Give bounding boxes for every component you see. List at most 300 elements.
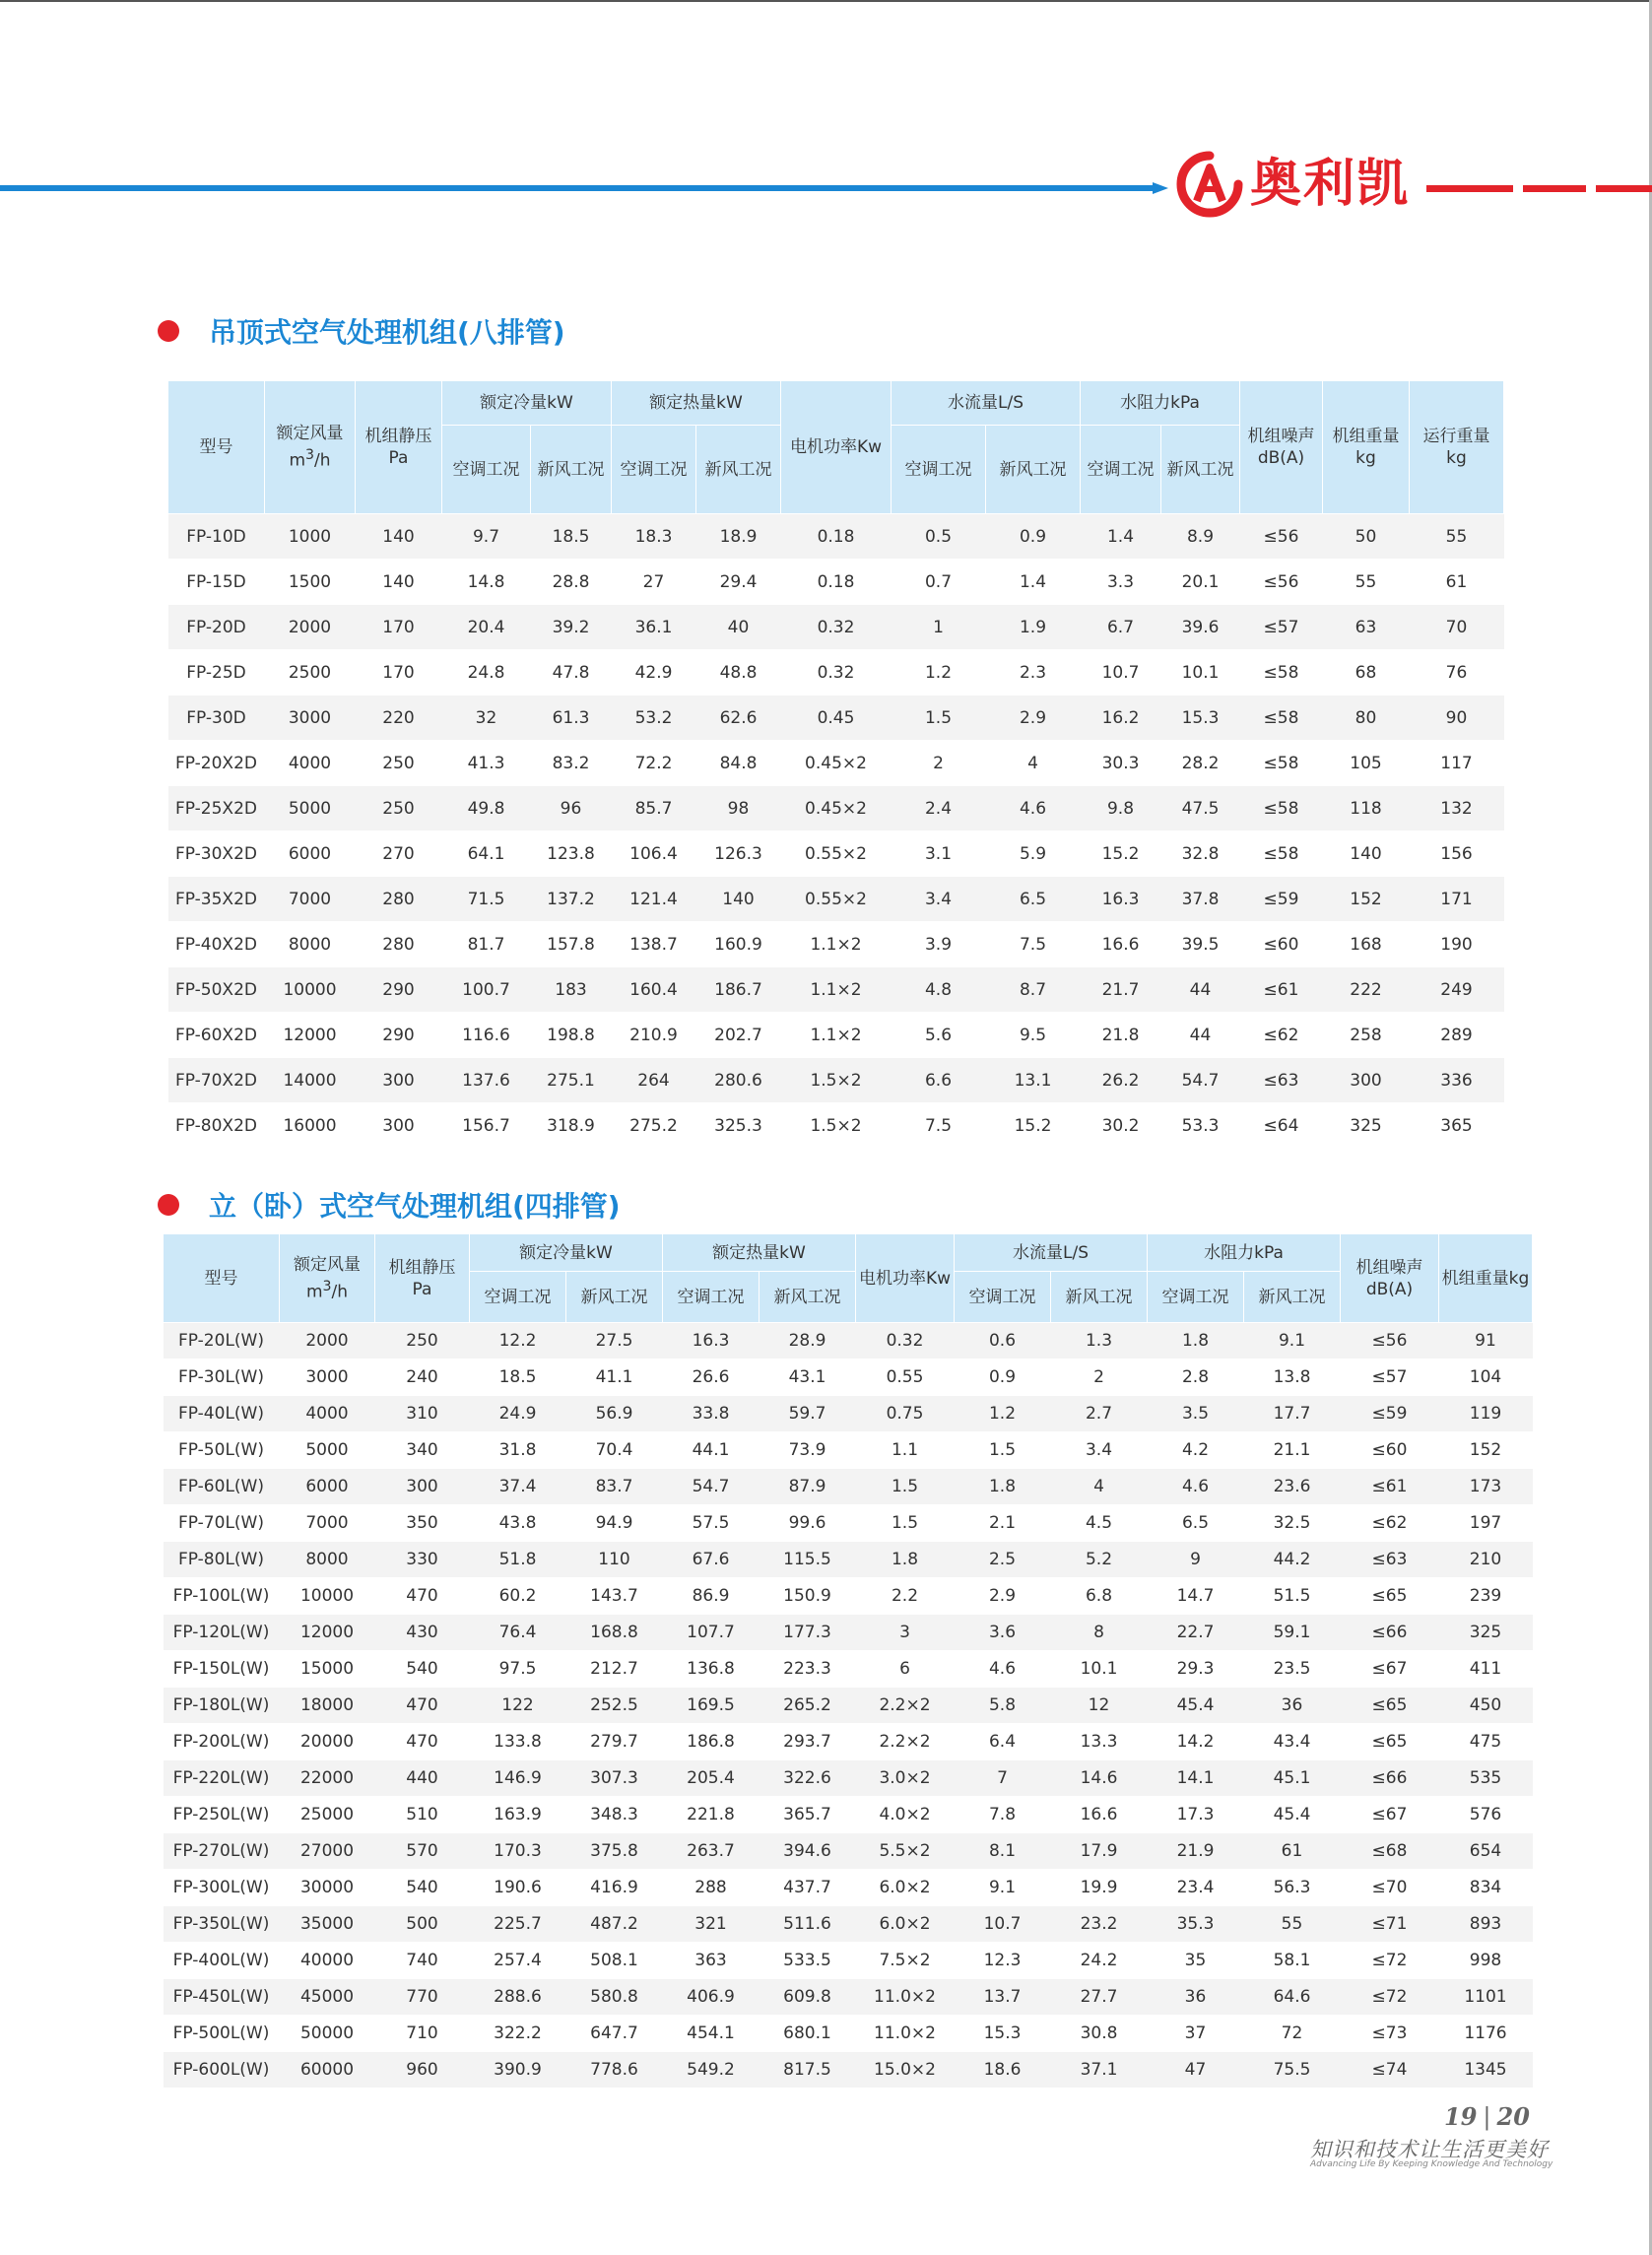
model-cell: FP-20X2D <box>168 741 265 786</box>
subheader-ac: 空调工况 <box>955 1272 1051 1323</box>
table-cell: 4.6 <box>986 786 1081 831</box>
table-cell: 2.3 <box>986 650 1081 696</box>
table-cell: 152 <box>1439 1432 1533 1469</box>
table-cell: 3.9 <box>892 922 986 967</box>
table-cell: ≤72 <box>1341 1943 1439 1979</box>
table-cell: 240 <box>375 1360 470 1396</box>
table-cell: 654 <box>1439 1833 1533 1870</box>
table-cell: 47.8 <box>531 650 612 696</box>
table-cell: 44 <box>1161 1013 1240 1058</box>
table-cell: 1.2 <box>892 650 986 696</box>
table-cell: 190.6 <box>470 1870 566 1906</box>
table-cell: 26.6 <box>663 1360 760 1396</box>
table-cell: 18.9 <box>696 514 781 560</box>
table-cell: 6.6 <box>892 1058 986 1103</box>
model-cell: FP-30L(W) <box>164 1360 280 1396</box>
table-cell: 1.5 <box>955 1432 1051 1469</box>
table-cell: 280.6 <box>696 1058 781 1103</box>
table-row <box>168 605 1504 650</box>
table-cell: ≤67 <box>1341 1651 1439 1688</box>
table-cell: ≤59 <box>1240 877 1323 922</box>
table-cell: 350 <box>375 1505 470 1542</box>
table-ceiling-ahu <box>167 380 1504 1149</box>
table-cell: 21.9 <box>1148 1833 1244 1870</box>
table-row <box>164 1542 1533 1578</box>
table-cell: 32.5 <box>1244 1505 1341 1542</box>
table-cell: 80 <box>1323 696 1410 741</box>
table-row <box>164 1396 1533 1432</box>
table-cell: 270 <box>356 831 442 877</box>
table-cell: 212.7 <box>566 1651 663 1688</box>
model-cell: FP-100L(W) <box>164 1578 280 1615</box>
table-cell: 307.3 <box>566 1760 663 1797</box>
table-cell: 647.7 <box>566 2016 663 2052</box>
table-cell: 156 <box>1410 831 1504 877</box>
table-cell: 72 <box>1244 2016 1341 2052</box>
table-cell: 2.2 <box>856 1578 955 1615</box>
table-cell: 12000 <box>280 1615 375 1651</box>
table-cell: 1.1×2 <box>781 1013 892 1058</box>
table-cell: 275.2 <box>612 1103 696 1149</box>
table-cell: 25000 <box>280 1797 375 1833</box>
table-cell: 454.1 <box>663 2016 760 2052</box>
table-cell: 487.2 <box>566 1906 663 1943</box>
table-cell: 87.9 <box>760 1469 856 1505</box>
table-cell: 0.6 <box>955 1323 1051 1360</box>
table-cell: 300 <box>375 1469 470 1505</box>
table-cell: 540 <box>375 1870 470 1906</box>
model-cell: FP-80L(W) <box>164 1542 280 1578</box>
subheader-ac: 空调工况 <box>442 426 531 514</box>
table-cell: 21.7 <box>1081 967 1161 1013</box>
table-cell: 37.4 <box>470 1469 566 1505</box>
table-row <box>168 514 1504 560</box>
table-cell: 10.1 <box>1051 1651 1148 1688</box>
table-cell: ≤67 <box>1341 1797 1439 1833</box>
table-row <box>168 650 1504 696</box>
header-cooling: 额定冷量kW <box>442 381 612 426</box>
table-cell: 0.18 <box>781 514 892 560</box>
table-cell: 9.5 <box>986 1013 1081 1058</box>
table-cell: 210 <box>1439 1542 1533 1578</box>
table-cell: 44 <box>1161 967 1240 1013</box>
table-cell: 104 <box>1439 1360 1533 1396</box>
header-model: 型号 <box>168 381 265 514</box>
table-cell: 10.7 <box>955 1906 1051 1943</box>
table-cell: 5.5×2 <box>856 1833 955 1870</box>
table-cell: 136.8 <box>663 1651 760 1688</box>
table-cell: 2 <box>892 741 986 786</box>
table-cell: 535 <box>1439 1760 1533 1797</box>
header-cooling: 额定冷量kW <box>470 1234 663 1272</box>
table-row <box>164 1797 1533 1833</box>
table-cell: ≤66 <box>1341 1615 1439 1651</box>
table-cell: 9.7 <box>442 514 531 560</box>
table-cell: 500 <box>375 1906 470 1943</box>
header-run-weight: 运行重量 kg <box>1410 381 1504 514</box>
table-cell: 22.7 <box>1148 1615 1244 1651</box>
table-cell: 45.4 <box>1148 1688 1244 1724</box>
table-cell: 51.8 <box>470 1542 566 1578</box>
table-cell: 140 <box>1323 831 1410 877</box>
top-rule <box>0 0 1652 2</box>
table-cell: 12.3 <box>955 1943 1051 1979</box>
table-cell: 1000 <box>265 514 356 560</box>
table-cell: 288.6 <box>470 1979 566 2016</box>
table-cell: 9.8 <box>1081 786 1161 831</box>
table-cell: 533.5 <box>760 1943 856 1979</box>
table-cell: 13.7 <box>955 1979 1051 2016</box>
table-cell: 99.6 <box>760 1505 856 1542</box>
table-cell: 778.6 <box>566 2052 663 2089</box>
table-cell: 279.7 <box>566 1724 663 1760</box>
table-cell: 0.5 <box>892 514 986 560</box>
table-cell: 73.9 <box>760 1432 856 1469</box>
table-cell: 10.1 <box>1161 650 1240 696</box>
table-cell: 470 <box>375 1688 470 1724</box>
table-cell: 0.32 <box>781 650 892 696</box>
table-cell: 53.3 <box>1161 1103 1240 1149</box>
table-cell: 205.4 <box>663 1760 760 1797</box>
table-cell: 21.1 <box>1244 1432 1341 1469</box>
header-red-segment <box>1596 185 1652 192</box>
table-cell: 406.9 <box>663 1979 760 2016</box>
brand-logo-icon <box>1175 150 1244 219</box>
table-cell: 58.1 <box>1244 1943 1341 1979</box>
table-cell: 97.5 <box>470 1651 566 1688</box>
table-cell: 1.2 <box>955 1396 1051 1432</box>
table-cell: 84.8 <box>696 741 781 786</box>
table-cell: 18.6 <box>955 2052 1051 2089</box>
table-cell: 9.1 <box>955 1870 1051 1906</box>
table-cell: 440 <box>375 1760 470 1797</box>
model-cell: FP-15D <box>168 560 265 605</box>
table-cell: 7000 <box>265 877 356 922</box>
table-cell: 470 <box>375 1724 470 1760</box>
table-cell: 71.5 <box>442 877 531 922</box>
table-cell: 64.6 <box>1244 1979 1341 2016</box>
footer-slogan-en: Advancing Life By Keeping Knowledge And Technology <box>1310 2159 1553 2169</box>
table-cell: 2.1 <box>955 1505 1051 1542</box>
table-cell: 0.32 <box>856 1323 955 1360</box>
table-cell: 2.2×2 <box>856 1688 955 1724</box>
page-left: 19 <box>1444 2102 1478 2131</box>
subheader-fresh: 新风工况 <box>986 426 1081 514</box>
table-cell: 177.3 <box>760 1615 856 1651</box>
table-cell: 37.1 <box>1051 2052 1148 2089</box>
table-cell: 13.8 <box>1244 1360 1341 1396</box>
table-cell: 0.55×2 <box>781 831 892 877</box>
table-cell: 7.5 <box>892 1103 986 1149</box>
table-cell: 365 <box>1410 1103 1504 1149</box>
table-cell: 4000 <box>280 1396 375 1432</box>
table-cell: 0.7 <box>892 560 986 605</box>
model-cell: FP-40X2D <box>168 922 265 967</box>
table-cell: 998 <box>1439 1943 1533 1979</box>
table-cell: 0.45×2 <box>781 741 892 786</box>
table-cell: 10.7 <box>1081 650 1161 696</box>
table-cell: 98 <box>696 786 781 831</box>
table-cell: 119 <box>1439 1396 1533 1432</box>
table-cell: 2 <box>1051 1360 1148 1396</box>
table-cell: 186.8 <box>663 1724 760 1760</box>
table-cell: 16.3 <box>1081 877 1161 922</box>
table-cell: 348.3 <box>566 1797 663 1833</box>
table-row <box>164 1469 1533 1505</box>
table-cell: 325 <box>1439 1615 1533 1651</box>
table-cell: 1.8 <box>856 1542 955 1578</box>
table-cell: 6.5 <box>1148 1505 1244 1542</box>
table-row <box>164 1432 1533 1469</box>
table-cell: 35 <box>1148 1943 1244 1979</box>
model-cell: FP-20L(W) <box>164 1323 280 1360</box>
table-cell: 0.75 <box>856 1396 955 1432</box>
table-cell: 202.7 <box>696 1013 781 1058</box>
table-cell: 140 <box>696 877 781 922</box>
table-cell: 143.7 <box>566 1578 663 1615</box>
table-cell: 94.9 <box>566 1505 663 1542</box>
table-cell: ≤58 <box>1240 741 1323 786</box>
table-cell: 76 <box>1410 650 1504 696</box>
table-cell: 68 <box>1323 650 1410 696</box>
table-cell: 45.1 <box>1244 1760 1341 1797</box>
table-cell: 20.1 <box>1161 560 1240 605</box>
table-cell: 56.9 <box>566 1396 663 1432</box>
table-cell: 288 <box>663 1870 760 1906</box>
table-cell: 4.6 <box>955 1651 1051 1688</box>
table-cell: 160.9 <box>696 922 781 967</box>
table-cell: 133.8 <box>470 1724 566 1760</box>
table-row <box>164 2052 1533 2089</box>
table-cell: 115.5 <box>760 1542 856 1578</box>
model-cell: FP-25X2D <box>168 786 265 831</box>
model-cell: FP-400L(W) <box>164 1943 280 1979</box>
table-cell: 17.7 <box>1244 1396 1341 1432</box>
table-cell: 7.5×2 <box>856 1943 955 1979</box>
table-cell: 30000 <box>280 1870 375 1906</box>
table-row <box>168 1103 1504 1149</box>
table-cell: 6.7 <box>1081 605 1161 650</box>
table-cell: 152 <box>1323 877 1410 922</box>
table-cell: 6000 <box>265 831 356 877</box>
table-cell: 540 <box>375 1651 470 1688</box>
table-cell: 6.0×2 <box>856 1906 955 1943</box>
table-cell: ≤72 <box>1341 1979 1439 2016</box>
table-cell: 508.1 <box>566 1943 663 1979</box>
table-cell: 70 <box>1410 605 1504 650</box>
table-cell: 54.7 <box>1161 1058 1240 1103</box>
table-cell: 1.5×2 <box>781 1103 892 1149</box>
model-cell: FP-300L(W) <box>164 1870 280 1906</box>
table-cell: 322.6 <box>760 1760 856 1797</box>
table-cell: 14.1 <box>1148 1760 1244 1797</box>
table-cell: 15.3 <box>955 2016 1051 2052</box>
table-cell: 5000 <box>280 1432 375 1469</box>
table-cell: ≤61 <box>1341 1469 1439 1505</box>
header-static: 机组静压 Pa <box>375 1234 470 1323</box>
table-cell: 47 <box>1148 2052 1244 2089</box>
table-cell: 36 <box>1244 1688 1341 1724</box>
table-cell: 29.4 <box>696 560 781 605</box>
table-cell: 10000 <box>265 967 356 1013</box>
table-row <box>164 1615 1533 1651</box>
header-red-segment <box>1426 185 1513 192</box>
table-cell: 39.5 <box>1161 922 1240 967</box>
header-power: 电机功率Kw <box>781 381 892 514</box>
table-cell: 15000 <box>280 1651 375 1688</box>
table-cell: 43.1 <box>760 1360 856 1396</box>
model-cell: FP-50L(W) <box>164 1432 280 1469</box>
subheader-fresh: 新风工况 <box>696 426 781 514</box>
table-cell: 1 <box>892 605 986 650</box>
table-cell: 336 <box>1410 1058 1504 1103</box>
table-cell: 340 <box>375 1432 470 1469</box>
table-cell: 11.0×2 <box>856 1979 955 2016</box>
table-cell: 3.1 <box>892 831 986 877</box>
table-row <box>164 1323 1533 1360</box>
model-cell: FP-350L(W) <box>164 1906 280 1943</box>
table-cell: 5000 <box>265 786 356 831</box>
table-row <box>164 1760 1533 1797</box>
table-cell: 7.5 <box>986 922 1081 967</box>
table-row <box>164 2016 1533 2052</box>
model-cell: FP-600L(W) <box>164 2052 280 2089</box>
table-cell: 20000 <box>280 1724 375 1760</box>
table-cell: 250 <box>356 786 442 831</box>
table-cell: 411 <box>1439 1651 1533 1688</box>
table-cell: 12000 <box>265 1013 356 1058</box>
table-cell: 2.2×2 <box>856 1724 955 1760</box>
model-cell: FP-70L(W) <box>164 1505 280 1542</box>
table-row <box>164 1578 1533 1615</box>
table-cell: 140 <box>356 514 442 560</box>
table-cell: 1.1×2 <box>781 922 892 967</box>
model-cell: FP-60L(W) <box>164 1469 280 1505</box>
table-cell: 1.9 <box>986 605 1081 650</box>
table-cell: 61.3 <box>531 696 612 741</box>
table-cell: 39.6 <box>1161 605 1240 650</box>
header-power: 电机功率Kw <box>856 1234 955 1323</box>
table-cell: 17.3 <box>1148 1797 1244 1833</box>
table-cell: 163.9 <box>470 1797 566 1833</box>
table-cell: 280 <box>356 922 442 967</box>
table-cell: ≤58 <box>1240 831 1323 877</box>
table-cell: 116.6 <box>442 1013 531 1058</box>
table-cell: ≤59 <box>1341 1396 1439 1432</box>
table-row <box>164 1870 1533 1906</box>
table-cell: 300 <box>1323 1058 1410 1103</box>
table-cell: 137.2 <box>531 877 612 922</box>
table-cell: 42.9 <box>612 650 696 696</box>
table-cell: 106.4 <box>612 831 696 877</box>
table-cell: 171 <box>1410 877 1504 922</box>
table-cell: 375.8 <box>566 1833 663 1870</box>
table-cell: 49.8 <box>442 786 531 831</box>
table-cell: ≤65 <box>1341 1578 1439 1615</box>
table-cell: 70.4 <box>566 1432 663 1469</box>
table-cell: 570 <box>375 1833 470 1870</box>
table-cell: 310 <box>375 1396 470 1432</box>
table-cell: 24.8 <box>442 650 531 696</box>
table-cell: 1.8 <box>1148 1323 1244 1360</box>
page-right: 20 <box>1496 2102 1530 2131</box>
table-cell: 67.6 <box>663 1542 760 1578</box>
table-cell: 41.1 <box>566 1360 663 1396</box>
table-cell: 32.8 <box>1161 831 1240 877</box>
table-cell: 31.8 <box>470 1432 566 1469</box>
bullet-dot-icon <box>158 320 179 342</box>
table-cell: 76.4 <box>470 1615 566 1651</box>
header-water-flow: 水流量L/S <box>892 381 1081 426</box>
table-cell: 0.45 <box>781 696 892 741</box>
table-cell: 60000 <box>280 2052 375 2089</box>
subheader-ac: 空调工况 <box>612 426 696 514</box>
table-cell: 0.32 <box>781 605 892 650</box>
table-cell: 60.2 <box>470 1578 566 1615</box>
table-cell: 14.6 <box>1051 1760 1148 1797</box>
table-ceiling-body <box>168 514 1504 1149</box>
table-cell: 8 <box>1051 1615 1148 1651</box>
table-cell: 300 <box>356 1058 442 1103</box>
table-cell: 35.3 <box>1148 1906 1244 1943</box>
table-cell: 510 <box>375 1797 470 1833</box>
table-cell: 75.5 <box>1244 2052 1341 2089</box>
table-cell: 258 <box>1323 1013 1410 1058</box>
subheader-ac: 空调工况 <box>1148 1272 1244 1323</box>
table-cell: 1.1 <box>856 1432 955 1469</box>
table-row <box>168 1058 1504 1103</box>
table-cell: ≤58 <box>1240 786 1323 831</box>
bullet-dot-icon <box>158 1194 179 1216</box>
table-cell: 23.5 <box>1244 1651 1341 1688</box>
table-cell: 85.7 <box>612 786 696 831</box>
table-cell: 118 <box>1323 786 1410 831</box>
table-cell: 13.1 <box>986 1058 1081 1103</box>
table-cell: 450 <box>1439 1688 1533 1724</box>
table-vertical-body <box>164 1323 1533 2089</box>
model-cell: FP-270L(W) <box>164 1833 280 1870</box>
table-cell: ≤62 <box>1341 1505 1439 1542</box>
table-cell: 16.3 <box>663 1323 760 1360</box>
table-cell: 105 <box>1323 741 1410 786</box>
table-cell: 14.8 <box>442 560 531 605</box>
table-cell: 12 <box>1051 1688 1148 1724</box>
table-cell: 3.4 <box>1051 1432 1148 1469</box>
table-cell: ≤56 <box>1240 514 1323 560</box>
table-cell: 680.1 <box>760 2016 856 2052</box>
table-cell: 30.3 <box>1081 741 1161 786</box>
table-cell: 3000 <box>265 696 356 741</box>
table-cell: 146.9 <box>470 1760 566 1797</box>
table-cell: 183 <box>531 967 612 1013</box>
table-cell: 1.4 <box>986 560 1081 605</box>
table-row <box>168 831 1504 877</box>
section1-title <box>158 311 565 351</box>
table-cell: 960 <box>375 2052 470 2089</box>
table-cell: 173 <box>1439 1469 1533 1505</box>
header-static: 机组静压 Pa <box>356 381 442 514</box>
table-cell: 39.2 <box>531 605 612 650</box>
table-cell: 21.8 <box>1081 1013 1161 1058</box>
table-cell: 6.5 <box>986 877 1081 922</box>
table-cell: 28.2 <box>1161 741 1240 786</box>
table-cell: ≤62 <box>1240 1013 1323 1058</box>
table-cell: 54.7 <box>663 1469 760 1505</box>
table-row <box>168 877 1504 922</box>
table-cell: 137.6 <box>442 1058 531 1103</box>
header-water-res: 水阻力kPa <box>1081 381 1240 426</box>
table-vertical-ahu <box>163 1233 1533 2089</box>
